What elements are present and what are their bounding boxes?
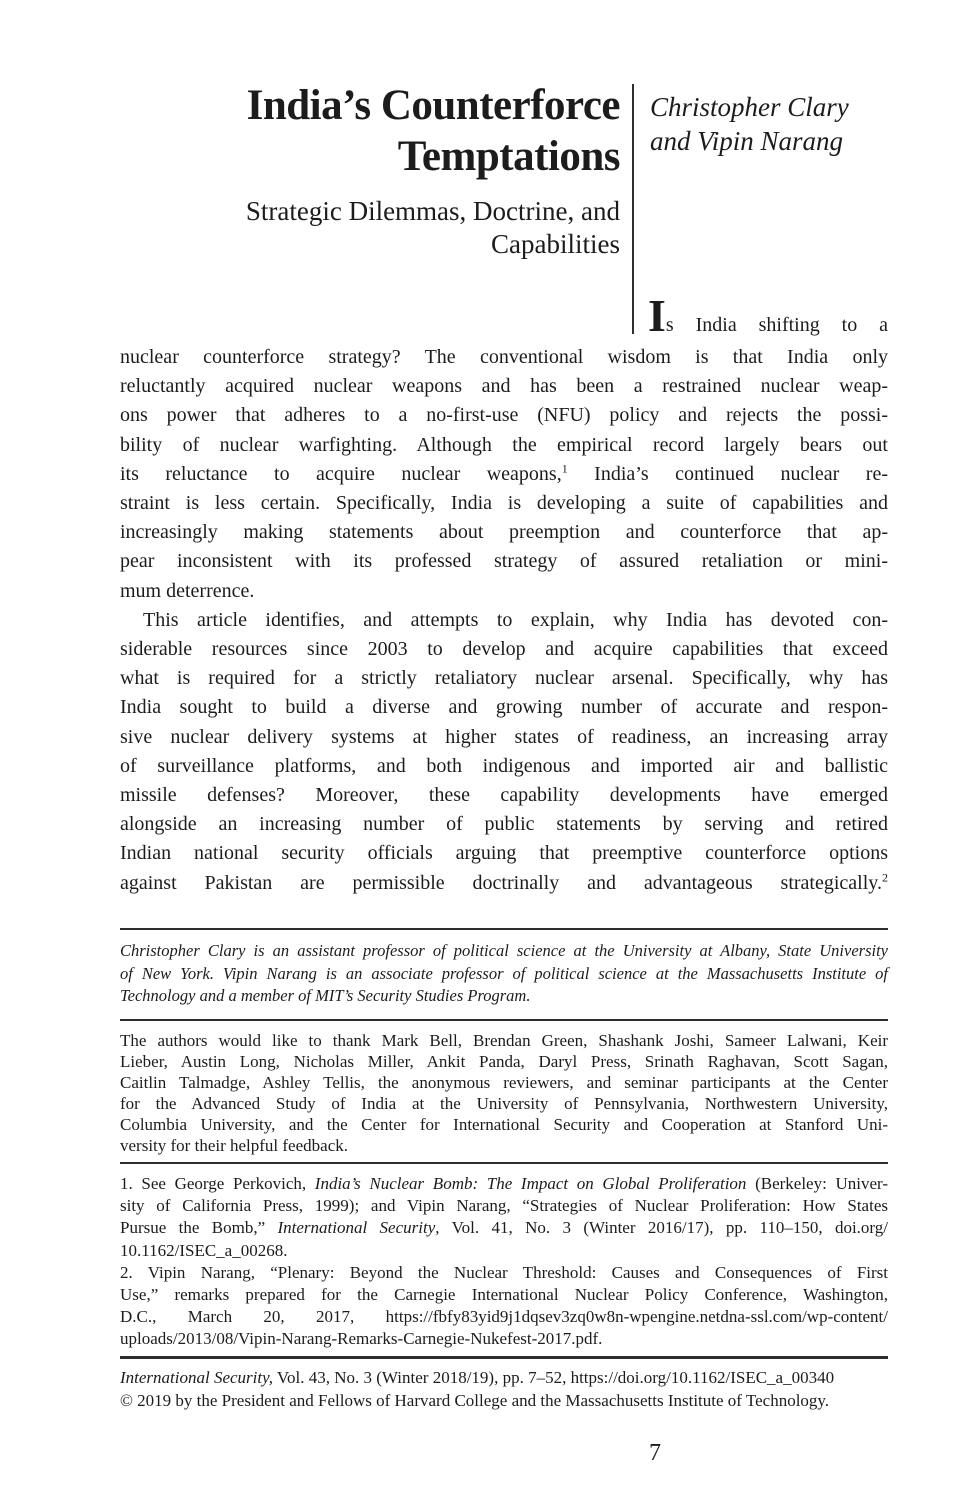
title-divider-rule [632,84,634,334]
footnote-2: 2. Vipin Narang, “Plenary: Beyond the Nuclear Threshold: Causes and Consequences of First Use,” remarks prepared for the Carnegie International Nuclear Policy Conference, Washington, D.C., March 20, 2017, https://fbfy83yid9j1dqsev3zq0w8n-wpengine.netdna-ssl.com/wp-content/ uploads/2013/08/Vipin-Narang-Remarks-Carnegie-Nukefest-2017.pdf. [120,1262,888,1349]
opening-text: s India shifting to a [665,314,888,336]
paragraph-1: nuclear counterforce strategy? The conventional wisdom is that India only reluctantly acquired nuclear weapons and has been a restrained nuclear weap- ons power that adheres to a no-first-use (NFU) policy and rejects the possi- bility of nuclear warfighting. Although the empirical record largely bears out its reluctance to acquire nuclear weapons,$^1$ India’s continued nuclear re- straint is less certain. Specifically, India is developing a suite of capabilities and increasingly making statements about preemption and counterforce that ap- pear inconsistent with its professed strategy of assured retaliation or mini- mum deterrence. [120,346,888,602]
body-footnote-separator-rule [120,928,888,930]
journal-imprint: International Security, Vol. 43, No. 3 (Winter 2018/19), pp. 7–52, https://doi.org/10.1162/ISEC_a_00340 © 2019 by the President and Fellows of Harvard College and the Massachusetts Institute of Technology. [120,1368,835,1410]
imprint-separator-rule [120,1356,888,1359]
page-number: 7 [649,1440,661,1466]
article-subtitle-line-1: Strategic Dilemmas, Doctrine, and [245,196,620,226]
bio-separator-rule [120,1019,888,1021]
article-authors [650,90,849,158]
article-title-line-2: Temptations [397,133,620,180]
author-line-1: Christopher Clary [650,92,849,122]
article-title-line-1: India’s Counterforce [246,82,620,129]
article-subtitle [120,195,620,261]
article-title-block [120,80,620,261]
acknowledgments: The authors would like to thank Mark Bell, Brendan Green, Shashank Joshi, Sameer Lalwani, Keir Lieber, Austin Long, Nicholas Miller, Ankit Panda, Daryl Press, Srinath Raghavan, Scott Sagan, Caitlin Talmadge, Ashley Tellis, the anonymous reviewers, and seminar participants at the Center for the Advanced Study of India at the University of Pennsylvania, Northwestern University, Columbia University, and the Center for International Security and Cooperation at Stanford Uni- versity for their helpful feedback. [120,1031,888,1155]
author-line-2: and Vipin Narang [650,126,844,156]
footnote-1: 1. See George Perkovich, India’s Nuclear Bomb: The Impact on Global Proliferation (Berkeley: Univer- sity of California Press, 1999); and Vipin Narang, “Strategies of Nuclear Proliferation: How States Pursue the Bomb,” International Security, Vol. 41, No. 3 (Winter 2016/17), pp. 110–150, doi.org/ 10.1162/ISEC_a_00268. [120,1174,888,1260]
author-bio: Christopher Clary is an assistant professor of political science at the University at Albany, State University of New York. Vipin Narang is an associate professor of political science at the Massachusetts Institute of Technology and a member of MIT’s Security Studies Program. [120,941,888,1005]
paragraph-2: This article identifies, and attempts to explain, why India has devoted con- siderable resources since 2003 to develop and acquire capabilities that exceed what is required for a strictly retaliatory nuclear arsenal. Specifically, why has India sought to build a diverse and growing number of accurate and respon- sive nuclear delivery systems at higher states of readiness, an increasing array of surveillance platforms, and both indigenous and imported air and ballistic missile defenses? Moreover, these capability developments have emerged alongside an increasing number of public statements by serving and retired Indian national security officials arguing that preemptive counterforce options against Pakistan are permissible doctrinally and advantageous strategically.$^2$ [120,608,888,894]
acknowledgments-separator-rule [120,1162,888,1164]
opening-line [648,290,888,341]
drop-cap: I [648,290,666,341]
body-text [120,343,888,898]
footnotes [120,1173,888,1351]
article-subtitle-line-2: Capabilities [491,229,620,259]
